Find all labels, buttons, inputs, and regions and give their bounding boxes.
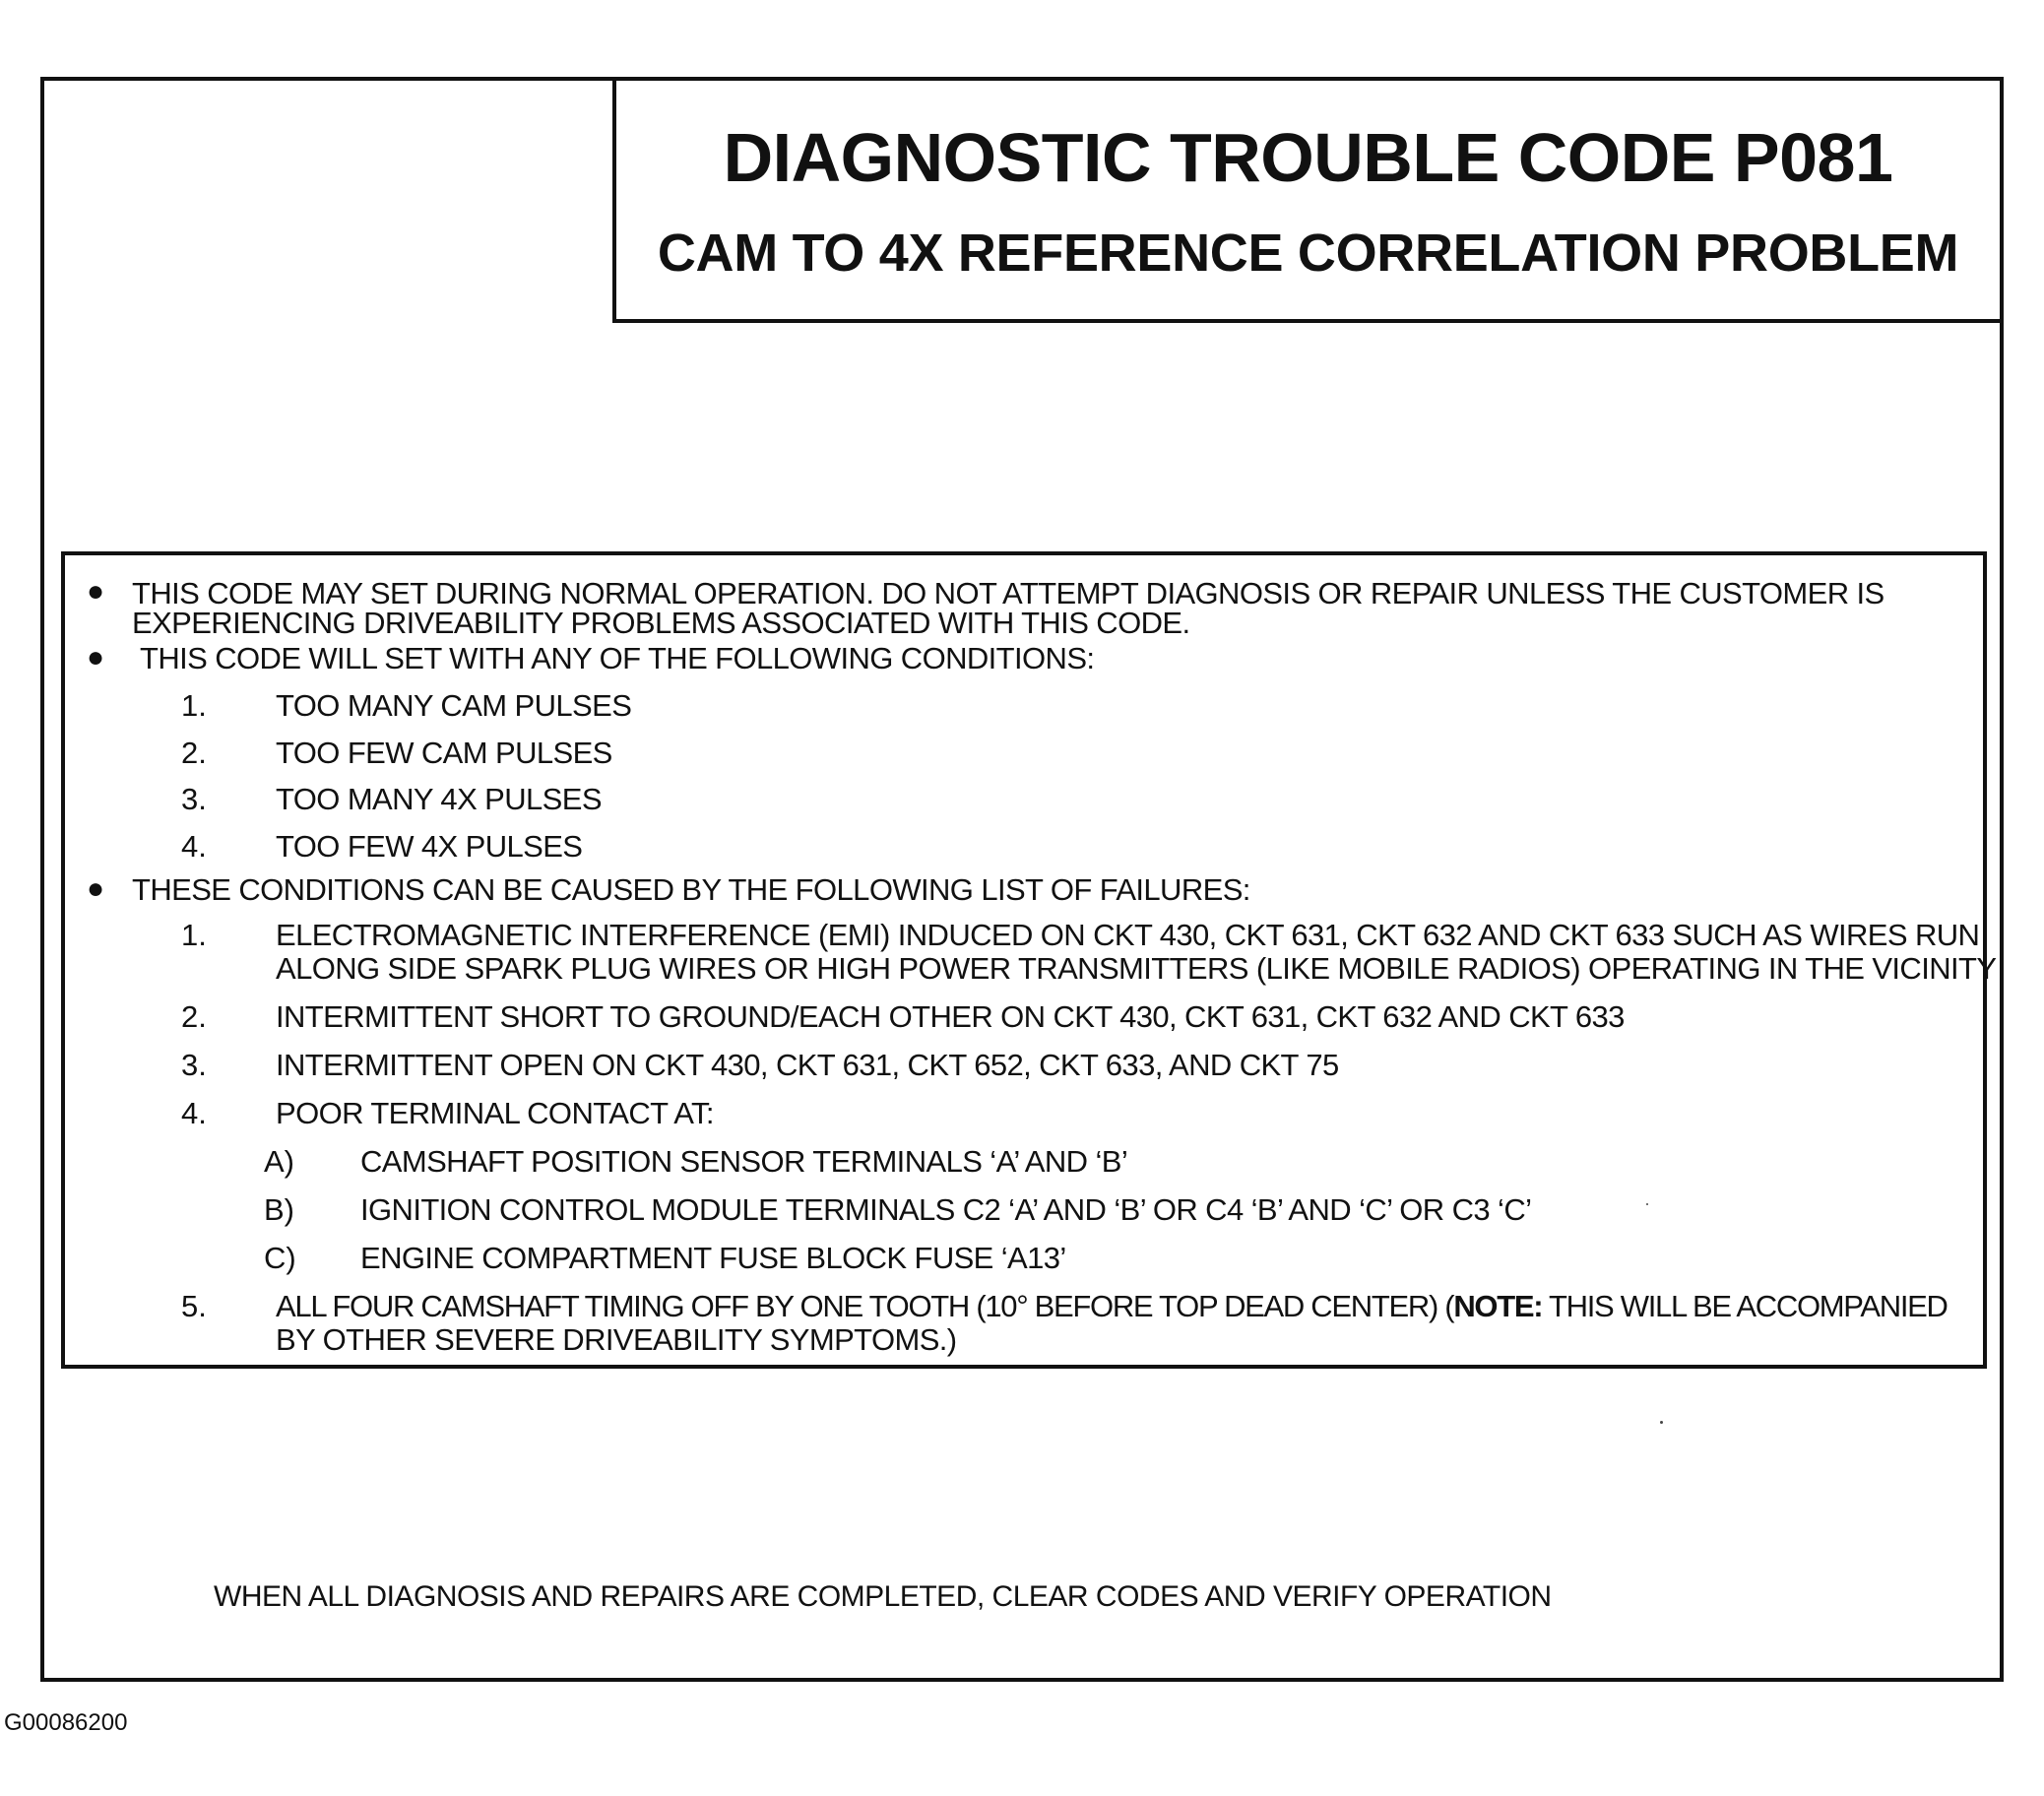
note-line: EXPERIENCING DRIVEABILITY PROBLEMS ASSOCIATED WITH THIS CODE. [132, 606, 1190, 640]
page-subtitle: CAM TO 4X REFERENCE CORRELATION PROBLEM [657, 224, 1959, 283]
list-number: 4. [181, 1096, 207, 1130]
list-item: TOO FEW 4X PULSES [276, 829, 583, 864]
note-line: THIS CODE WILL SET WITH ANY OF THE FOLLOWING CONDITIONS: [140, 641, 1095, 675]
list-subitem: CAMSHAFT POSITION SENSOR TERMINALS ‘A’ AND ‘B’ [360, 1144, 1128, 1179]
list-number: 3. [181, 1048, 207, 1082]
list-number: 2. [181, 736, 207, 770]
list-item: ELECTROMAGNETIC INTERFERENCE (EMI) INDUCED ON CKT 430, CKT 631, CKT 632 AND CKT 633 SUCH AS WIRES RUN [276, 918, 1980, 952]
list-letter: A) [264, 1144, 294, 1179]
item-text: ALL FOUR CAMSHAFT TIMING OFF BY ONE TOOTH (10° BEFORE TOP DEAD CENTER) ( [276, 1289, 1454, 1323]
list-item: BY OTHER SEVERE DRIVEABILITY SYMPTOMS.) [276, 1322, 957, 1357]
list-number: 5. [181, 1289, 207, 1323]
list-number: 1. [181, 918, 207, 952]
list-letter: B) [264, 1192, 294, 1227]
list-item: ALONG SIDE SPARK PLUG WIRES OR HIGH POWER TRANSMITTERS (LIKE MOBILE RADIOS) OPERATING IN THE VICINITY [276, 951, 1997, 986]
list-item: TOO FEW CAM PULSES [276, 736, 612, 770]
list-number: 3. [181, 782, 207, 816]
list-item: TOO MANY CAM PULSES [276, 688, 632, 723]
list-number: 4. [181, 829, 207, 864]
list-number: 2. [181, 999, 207, 1034]
list-item: TOO MANY 4X PULSES [276, 782, 602, 816]
notes-box [61, 551, 1997, 1369]
list-letter: C) [264, 1241, 296, 1275]
list-number: 1. [181, 688, 207, 723]
bullet-icon: ● [87, 641, 105, 674]
footer-instruction: WHEN ALL DIAGNOSIS AND REPAIRS ARE COMPLETED, CLEAR CODES AND VERIFY OPERATION [214, 1580, 1552, 1613]
note-line: THIS CODE MAY SET DURING NORMAL OPERATION. DO NOT ATTEMPT DIAGNOSIS OR REPAIR UNLESS THE CUSTOMER IS [132, 576, 1884, 610]
note-label: NOTE: [1453, 1289, 1543, 1323]
list-item: INTERMITTENT OPEN ON CKT 430, CKT 631, CKT 652, CKT 633, AND CKT 75 [276, 1048, 1339, 1082]
scan-speck [1660, 1421, 1663, 1424]
item-text: THIS WILL BE ACCOMPANIED [1542, 1289, 1948, 1323]
figure-id: G00086200 [4, 1709, 128, 1736]
scan-speck [1646, 1203, 1648, 1205]
list-subitem: ENGINE COMPARTMENT FUSE BLOCK FUSE ‘A13’ [360, 1241, 1066, 1275]
bullet-icon: ● [87, 575, 105, 608]
title-box [612, 77, 2004, 323]
list-item: POOR TERMINAL CONTACT AT: [276, 1096, 714, 1130]
list-item [276, 1290, 1948, 1322]
note-line: THESE CONDITIONS CAN BE CAUSED BY THE FOLLOWING LIST OF FAILURES: [132, 872, 1250, 907]
list-subitem: IGNITION CONTROL MODULE TERMINALS C2 ‘A’ AND ‘B’ OR C4 ‘B’ AND ‘C’ OR C3 ‘C’ [360, 1192, 1532, 1227]
bullet-icon: ● [87, 872, 105, 905]
list-item: INTERMITTENT SHORT TO GROUND/EACH OTHER ON CKT 430, CKT 631, CKT 632 AND CKT 633 [276, 999, 1625, 1034]
page-title: DIAGNOSTIC TROUBLE CODE P081 [723, 119, 1893, 196]
